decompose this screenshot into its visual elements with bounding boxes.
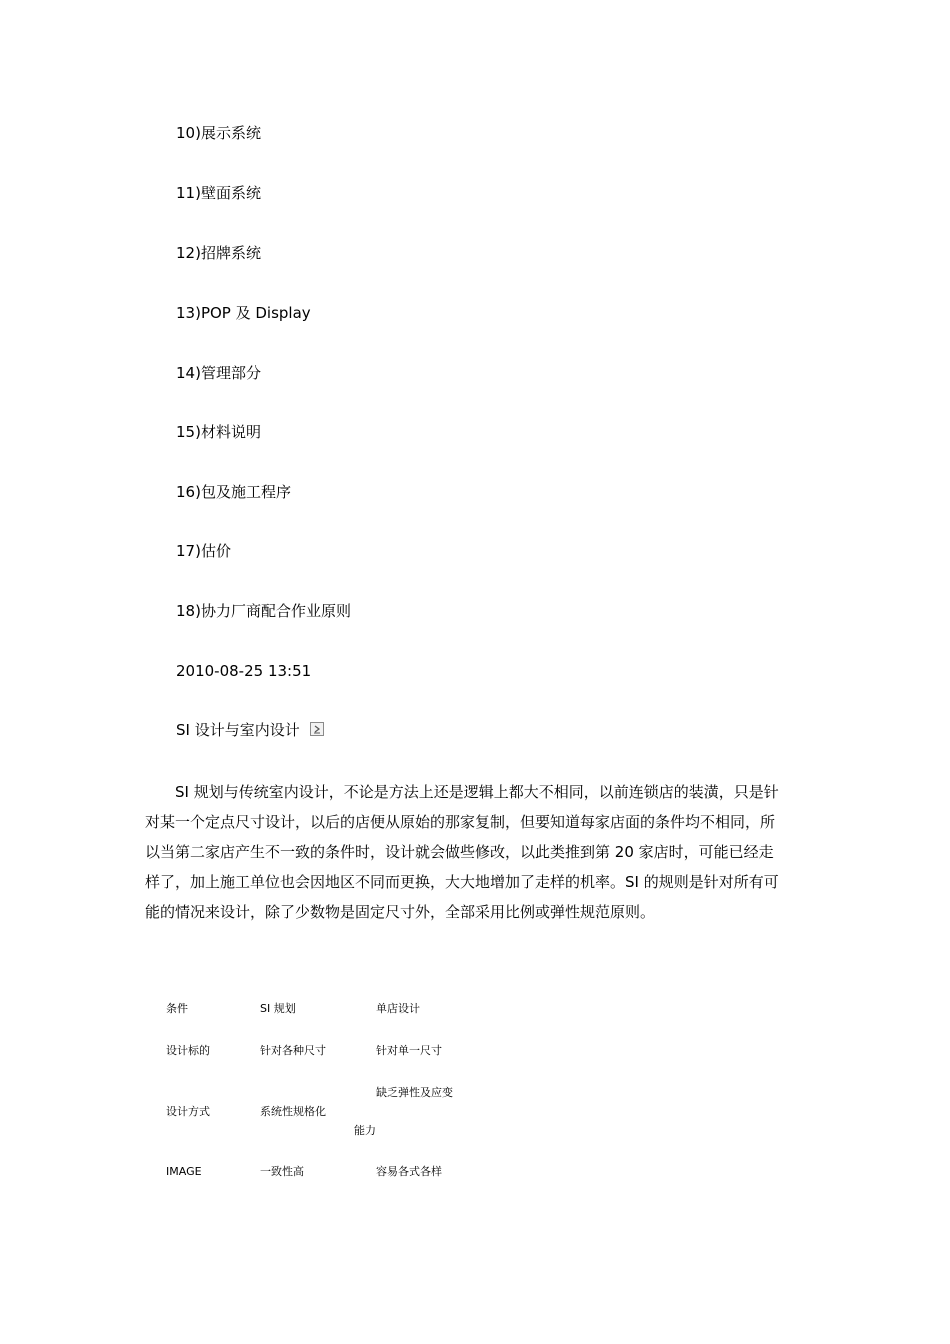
table-cell: 容易各式各样 <box>376 1165 442 1178</box>
list-item: 12)招牌系统 <box>176 244 261 262</box>
list-item: 14)管理部分 <box>176 364 261 382</box>
list-item: 10)展示系统 <box>176 124 261 142</box>
paragraph-line: SI 规划与传统室内设计，不论是方法上还是逻辑上都大不相同，以前连锁店的装潢，只是针 <box>175 783 779 801</box>
table-header-cell: 条件 <box>166 1002 188 1015</box>
table-cell: 设计标的 <box>166 1044 210 1057</box>
list-item: 17)估价 <box>176 542 231 560</box>
table-cell: 系统性规格化 <box>260 1105 326 1118</box>
post-timestamp: 2010-08-25 13:51 <box>176 662 312 680</box>
table-cell: 一致性高 <box>260 1165 304 1178</box>
external-link-icon[interactable] <box>310 722 324 736</box>
table-cell: 能力 <box>354 1124 376 1137</box>
table-header-cell: SI 规划 <box>260 1002 296 1015</box>
table-cell: IMAGE <box>166 1165 202 1178</box>
table-cell: 缺乏弹性及应变 <box>376 1086 453 1099</box>
table-cell: 设计方式 <box>166 1105 210 1118</box>
list-item: 18)协力厂商配合作业原则 <box>176 602 351 620</box>
table-header-cell: 单店设计 <box>376 1002 420 1015</box>
list-item: 13)POP 及 Display <box>176 304 311 322</box>
article-paragraph <box>145 777 809 927</box>
table-cell: 针对各种尺寸 <box>260 1044 326 1057</box>
list-item: 15)材料说明 <box>176 423 261 441</box>
paragraph-line: 以当第二家店产生不一致的条件时，设计就会做些修改，以此类推到第 20 家店时，可能已经走 <box>145 843 774 861</box>
paragraph-line: 对某一个定点尺寸设计，以后的店便从原始的那家复制，但要知道每家店面的条件均不相同，所 <box>145 813 776 831</box>
paragraph-line: 能的情况来设计，除了少数物是固定尺寸外，全部采用比例或弹性规范原则。 <box>145 903 656 921</box>
article-title[interactable]: SI 设计与室内设计 <box>176 721 300 739</box>
article-title-row[interactable] <box>176 720 324 740</box>
list-item: 16)包及施工程序 <box>176 483 291 501</box>
list-item: 11)壁面系统 <box>176 184 261 202</box>
paragraph-line: 样了，加上施工单位也会因地区不同而更换，大大地增加了走样的机率。SI 的规则是针对所有可 <box>145 873 779 891</box>
table-cell: 针对单一尺寸 <box>376 1044 442 1057</box>
